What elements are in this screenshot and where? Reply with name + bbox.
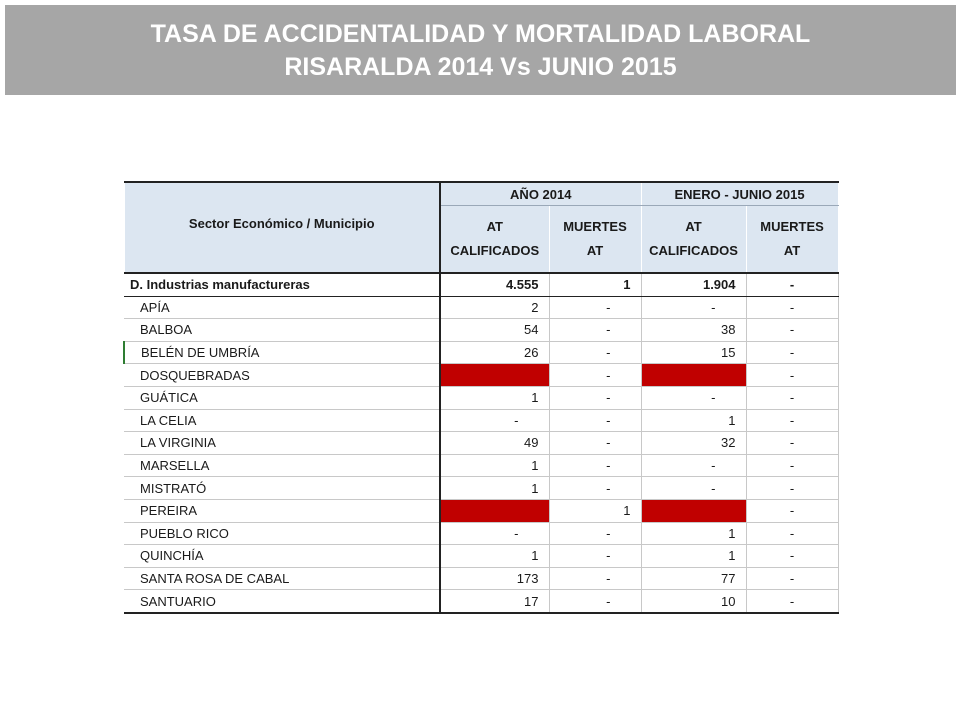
at-2015-cell: - [641,454,746,477]
muertes-2014-cell: - [549,522,641,545]
at-2014-cell: 54 [440,319,549,342]
muertes-2015-cell: - [746,522,838,545]
header-at-calificados-2015: AT CALIFICADOS [641,206,746,274]
at-2015-cell: 1 [641,409,746,432]
accident-table [123,181,839,614]
at-2015-cell: 656 [641,364,746,387]
muertes-2015-cell: - [746,454,838,477]
muertes-2015-cell: - [746,499,838,522]
muertes-2014-cell: - [549,545,641,568]
at-2014-cell: 173 [440,567,549,590]
at-2014-cell: 1 [440,386,549,409]
group-muertes-2014: 1 [549,273,641,296]
municipality-name: MARSELLA [124,454,440,477]
at-2015-cell: - [641,477,746,500]
municipality-name: BELÉN DE UMBRÍA [124,341,440,364]
muertes-2014-cell: - [549,454,641,477]
at-2014-cell: 1.425 [440,364,549,387]
at-2015-cell: 77 [641,567,746,590]
municipality-name: BALBOA [124,319,440,342]
muertes-2015-cell: - [746,364,838,387]
group-muertes-2015: - [746,273,838,296]
header-muertes-2014: MUERTES AT [549,206,641,274]
group-at-2014: 4.555 [440,273,549,296]
group-name: D. Industrias manufactureras [124,273,440,296]
at-2015-cell: - [641,296,746,319]
muertes-2015-cell: - [746,432,838,455]
header-sector: Sector Económico / Municipio [124,182,440,273]
muertes-2014-cell: - [549,364,641,387]
muertes-2014-cell: - [549,477,641,500]
muertes-2014-cell: - [549,386,641,409]
header-period-2015: ENERO - JUNIO 2015 [641,182,838,206]
at-2014-cell: 2 [440,296,549,319]
muertes-2014-cell: - [549,296,641,319]
table-row [124,590,838,613]
group-at-2015: 1.904 [641,273,746,296]
table-row [124,522,838,545]
at-2015-cell: 32 [641,432,746,455]
muertes-2015-cell: - [746,341,838,364]
muertes-2015-cell: - [746,296,838,319]
at-2014-cell: 1 [440,477,549,500]
muertes-2015-cell: - [746,590,838,613]
at-2014-cell: 2.805 [440,499,549,522]
table-row [124,499,838,522]
at-2015-cell: 10 [641,590,746,613]
at-2014-cell: 1 [440,545,549,568]
at-2014-cell: - [440,522,549,545]
header-period-2014: AÑO 2014 [440,182,641,206]
at-2015-cell: 15 [641,341,746,364]
at-2014-cell: 49 [440,432,549,455]
table-row [124,545,838,568]
muertes-2014-cell: - [549,409,641,432]
municipality-name: SANTA ROSA DE CABAL [124,567,440,590]
table-row [124,432,838,455]
at-2014-cell: 26 [440,341,549,364]
header-at-calificados-2014: AT CALIFICADOS [440,206,549,274]
table-row [124,454,838,477]
muertes-2015-cell: - [746,477,838,500]
muertes-2015-cell: - [746,319,838,342]
at-2015-cell: 1 [641,522,746,545]
muertes-2014-cell: - [549,432,641,455]
muertes-2014-cell: - [549,341,641,364]
table-row [124,386,838,409]
municipality-name: PUEBLO RICO [124,522,440,545]
table-row [124,364,838,387]
municipality-name: APÍA [124,296,440,319]
muertes-2015-cell: - [746,545,838,568]
table-row [124,319,838,342]
municipality-name: LA CELIA [124,409,440,432]
municipality-name: MISTRATÓ [124,477,440,500]
at-2014-cell: 1 [440,454,549,477]
table-row [124,409,838,432]
muertes-2014-cell: - [549,319,641,342]
muertes-2014-cell: - [549,590,641,613]
municipality-name: DOSQUEBRADAS [124,364,440,387]
title-banner [5,5,956,95]
group-row [124,273,838,296]
at-2015-cell: 1 [641,545,746,568]
municipality-name: GUÁTICA [124,386,440,409]
municipality-name: LA VIRGINIA [124,432,440,455]
table-row [124,567,838,590]
at-2015-cell: - [641,386,746,409]
at-2015-cell: 1.073 [641,499,746,522]
muertes-2015-cell: - [746,567,838,590]
title-line-1: TASA DE ACCIDENTALIDAD Y MORTALIDAD LABORAL [150,20,811,48]
municipality-name: SANTUARIO [124,590,440,613]
table-row [124,341,838,364]
at-2014-cell: - [440,409,549,432]
municipality-name: PEREIRA [124,499,440,522]
municipality-name: QUINCHÍA [124,545,440,568]
table-row [124,477,838,500]
header-muertes-2015: MUERTES AT [746,206,838,274]
at-2015-cell: 38 [641,319,746,342]
muertes-2015-cell: - [746,409,838,432]
muertes-2014-cell: 1 [549,499,641,522]
muertes-2015-cell: - [746,386,838,409]
at-2014-cell: 17 [440,590,549,613]
title-line-2: RISARALDA 2014 Vs JUNIO 2015 [284,53,677,81]
muertes-2014-cell: - [549,567,641,590]
table-row [124,296,838,319]
